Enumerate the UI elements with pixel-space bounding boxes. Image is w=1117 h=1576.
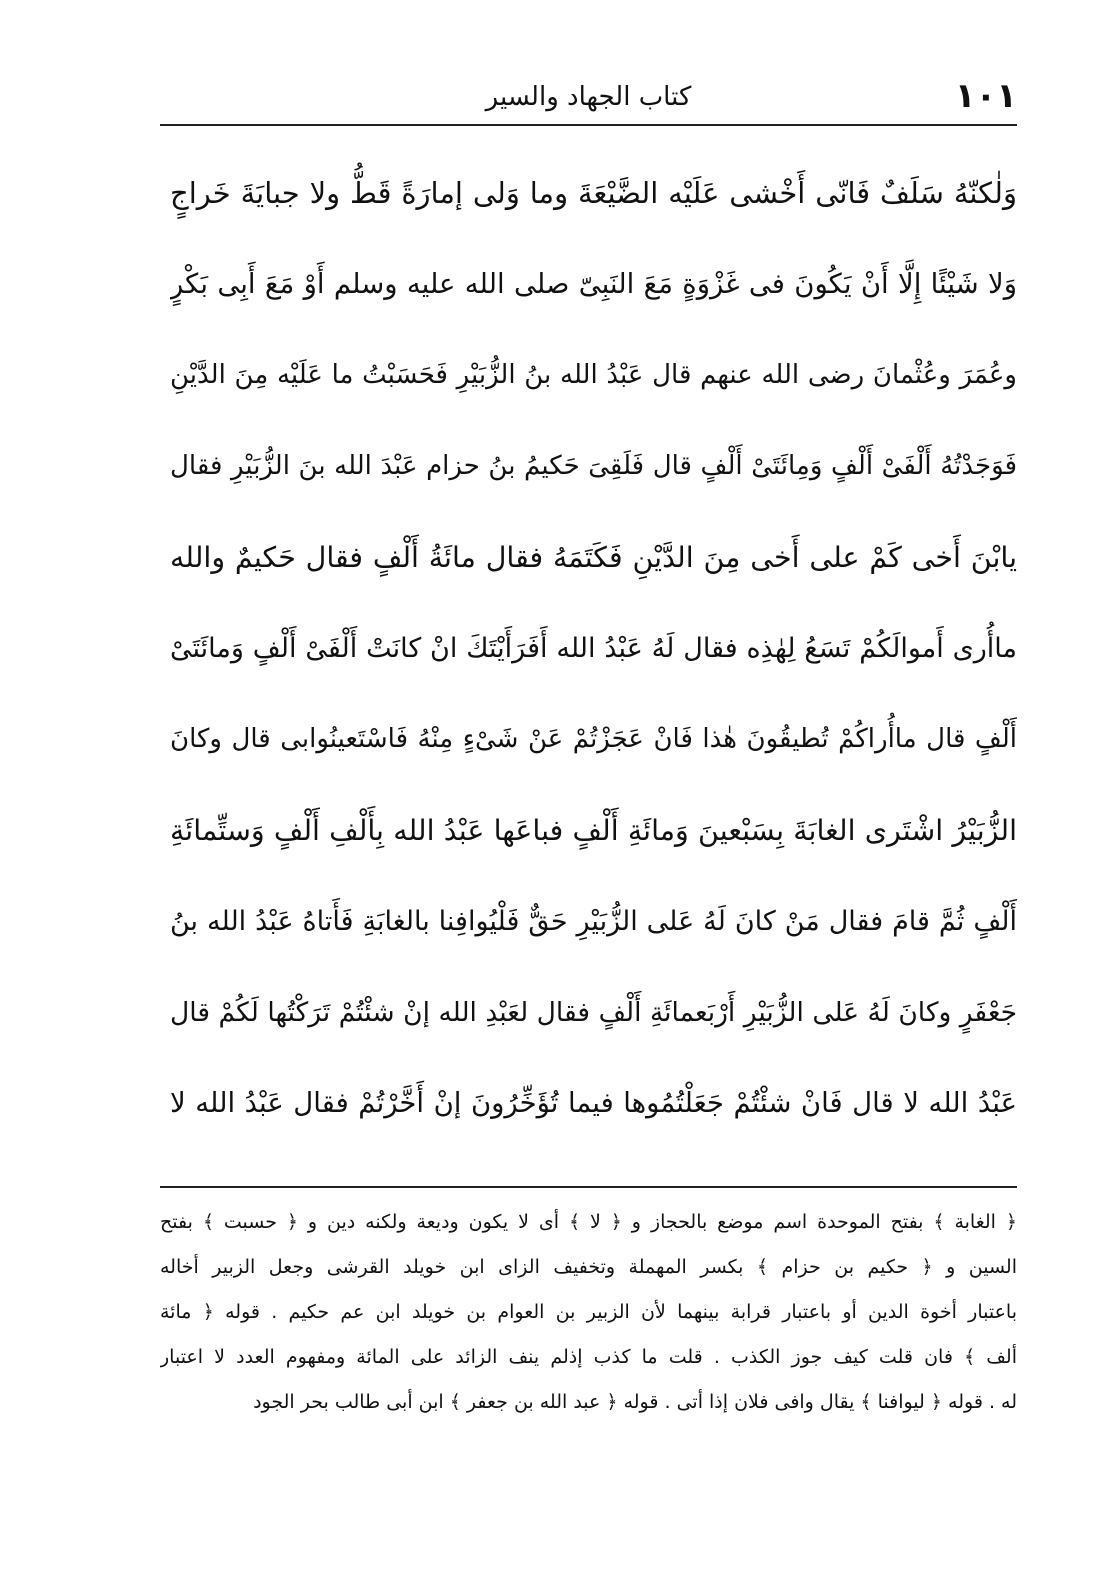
footnote-line: السین و ﴿ حكیم بن حزام ﴾ بكسر المهملة وتخفیف الزای ابن خویلد القرشی وجعل الزبیر أخاله — [160, 1256, 1017, 1278]
header-rule — [160, 124, 1017, 126]
text-line: أَلْفٍ قال ماأُراكُمْ تُطیقُونَ هٰذا فَانْ عَجَزْتُمْ عَنْ شَیْءٍ مِنْهُ فَاسْتَعینُوابی قال وكانَ — [170, 724, 1017, 754]
footnote-line: له . قوله ﴿ لیوافنا ﴾ یقال وافی فلان إذا أتی . قوله ﴿ عبد الله بن جعفر ﴾ ابن أبی طالب بحر الجود — [253, 1391, 1017, 1413]
text-line: عَبْدُ الله لا قال فَانْ شئْتُمْ جَعَلْتُمُوها فیما تُؤَخِّرُونَ إنْ أَخَّرْتُمْ فقال عَبْدُ الله لا — [170, 1087, 1017, 1119]
text-line: وعُمَرَ وعُثْمانَ رضی الله عنهم قال عَبْدُ الله بنُ الزُّبَیْرِ فَحَسَبْتُ ما عَلَیْه مِنَ الدَّیْنِ — [170, 360, 1017, 390]
text-line: فَوَجَدْتُهُ أَلْفَیْ أَلْفٍ وَمِائَتَیْ أَلْفٍ قال فَلَقِیَ حَكیمُ بنُ حزام عَبْدَ الله بنَ الزُّبَیْرِ فقال — [170, 451, 1017, 481]
footnote-line: ﴿ الغابة ﴾ بفتح الموحدة اسم موضع بالحجاز و ﴿ لا ﴾ أی لا یكون ودیعة ولكنه دین و ﴿ حسبت ﴾ بفتح — [160, 1211, 1017, 1233]
text-line: یابْنَ أَخی كَمْ علی أَخی مِنَ الدَّیْنِ فَكَتَمَهُ فقال مائَةُ أَلْفٍ فقال حَكیمٌ والله — [170, 541, 1017, 574]
text-line: وَلٰكنّهُ سَلَفٌ فَانّی أَخْشی عَلَیْه الضَّیْعَةَ وما وَلی إمارَةً قَطُّ ولا جبایَةَ خَراجٍ — [170, 176, 1017, 210]
main-text-block — [170, 148, 1017, 1149]
footnote-line: ألف ﴾ فان قلت كیف جوز الكذب . قلت ما كذب إذلم ینف الزائد علی المائة ومفهوم العدد لا اعتبار — [160, 1346, 1017, 1368]
footnote-rule — [160, 1186, 1017, 1188]
footnote-line: باعتبار أخوة الدین أو باعتبار قرابة بینهما لأن الزبیر بن العوام بن خویلد ابن عم حكیم . قوله ﴿ مائة — [160, 1301, 1017, 1323]
footnotes-block — [160, 1200, 1017, 1425]
page-number: ١٠١ — [954, 76, 1017, 116]
page-header — [160, 72, 1017, 120]
text-line: وَلا شَیْئًا إِلَّا أَنْ یَكُونَ فی غَزْوَةٍ مَعَ النَبِیّ صلی الله علیه وسلم أَوْ مَعَ أَبِی بَكْرٍ — [170, 268, 1017, 300]
running-title: كتاب الجهاد والسير — [485, 82, 692, 112]
text-line: ماأُری أَموالَكُمْ تَسَعُ لِهٰذِه فقال لَهُ عَبْدُ الله أَفَرَأَیْتَكَ انْ كانَتْ أَلْفَیْ أَلْفٍ وَمائَتَیْ — [170, 633, 1017, 664]
text-line: الزُّبَیْرُ اشْتَری الغابَةَ بِسَبْعینَ وَمائَةِ أَلْفٍ فباعَها عَبْدُ الله بِأَلْفِ أَلْفٍ وَستِّمائَةِ — [170, 814, 1017, 847]
text-line: جَعْفَرٍ وكانَ لَهُ عَلی الزُّبَیْرِ أَرْبَعمائَةِ أَلْفٍ فقال لعَبْدِ الله إنْ شئْتُمْ تَرَكْتُها لَكُمْ قال — [170, 997, 1017, 1028]
text-line: أَلْفٍ ثُمَّ قامَ فقال مَنْ كانَ لَهُ عَلی الزُّبَیْرِ حَقٌّ فَلْیُوافِنا بالغابَةِ فَأَتاهُ عَبْدُ الله بنُ — [170, 906, 1017, 937]
